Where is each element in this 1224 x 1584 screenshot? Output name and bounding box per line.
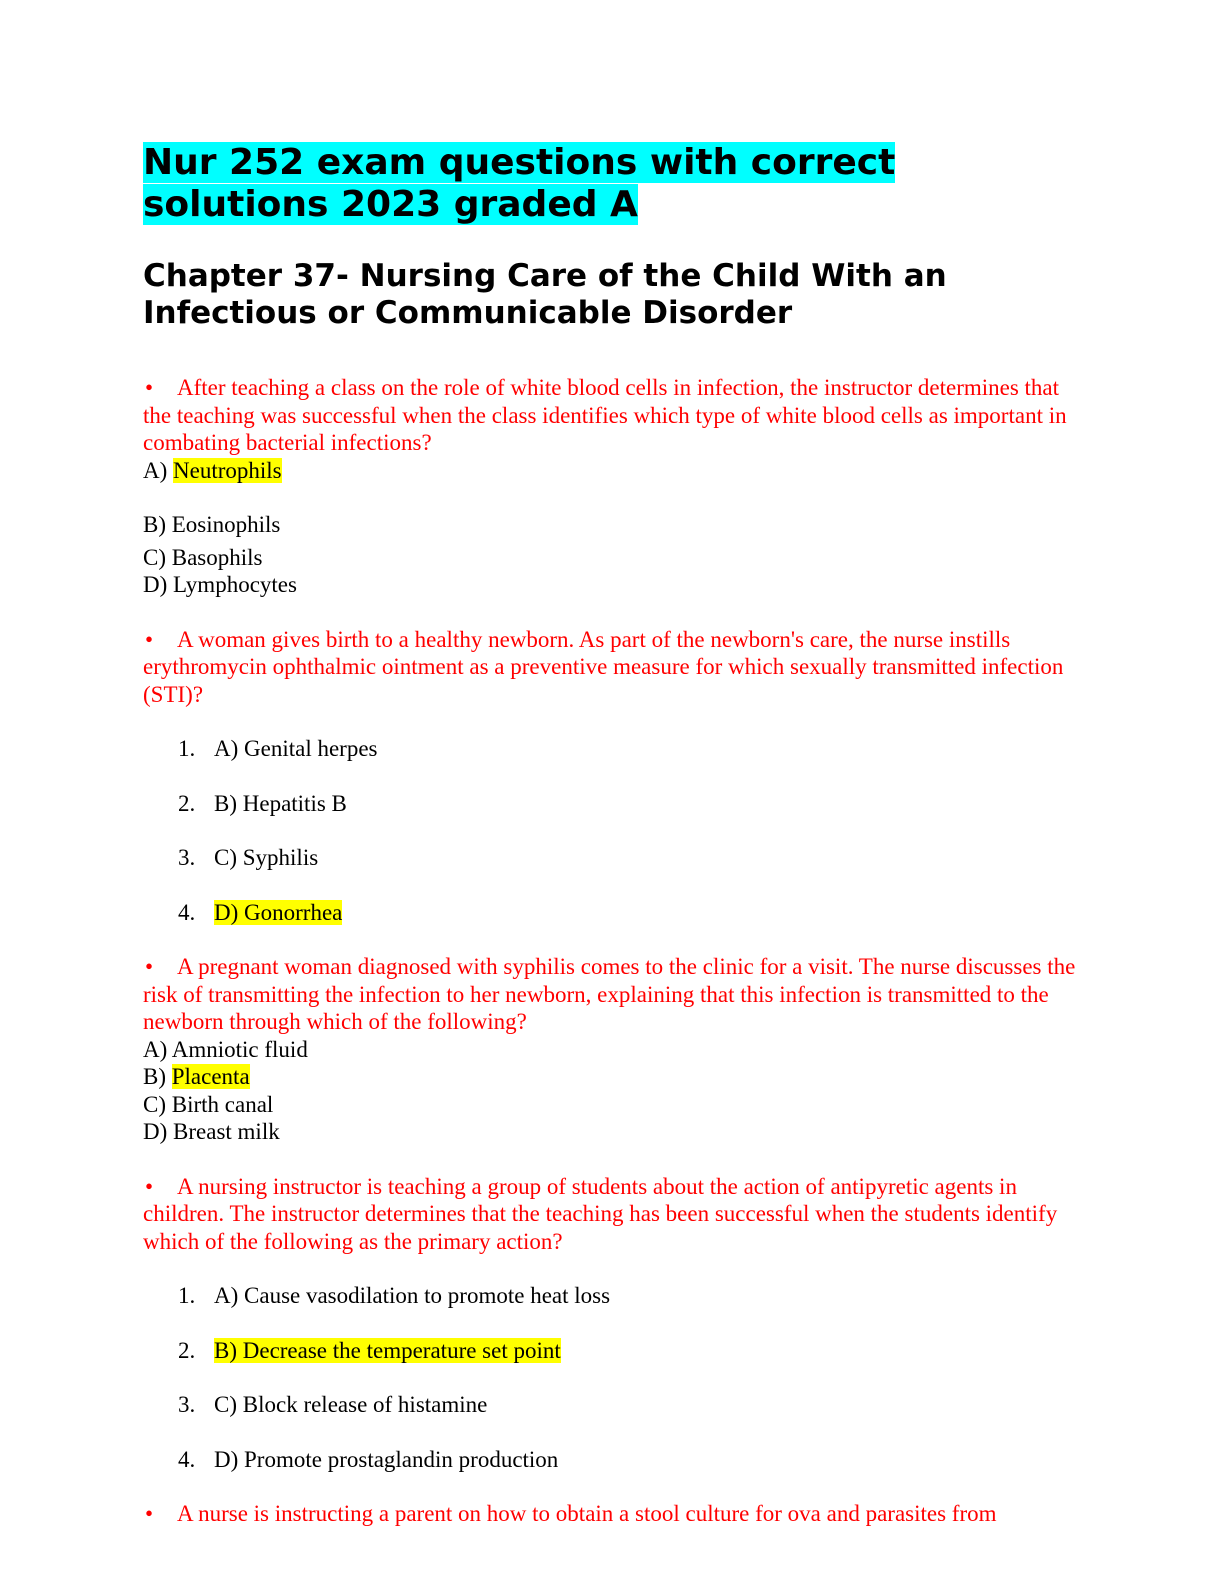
q4-option-1: 1. A) Cause vasodilation to promote heat loss [178, 1283, 611, 1308]
question-3-text: A pregnant woman diagnosed with syphilis comes to the clinic for a visit. The nurse discusses the risk of transmitting the infection to her newborn, explaining that this infection is transmitted to the newborn through which of the following? [143, 954, 1076, 1034]
document-title [143, 142, 1083, 226]
question-4-text: A nursing instructor is teaching a group of students about the action of antipyretic agents in children. The instructor determines that the teaching has been successful when the students identify which of the following as the primary action? [143, 1173, 1058, 1254]
question-1 [143, 374, 1083, 457]
question-5-text: A nurse is instructing a parent on how to obtain a stool culture for ova and parasites from [177, 1501, 997, 1526]
q1-correct-answer: Neutrophils [173, 457, 282, 483]
question-4 [143, 1173, 1083, 1256]
title-highlight: Nur 252 exam questions with correct solutions 2023 graded A [143, 142, 896, 225]
bullet-icon: • [145, 1173, 154, 1199]
q2-option-1: 1. A) Genital herpes [178, 736, 378, 761]
question-2 [143, 626, 1083, 709]
q2-option-4: 4. D) Gonorrhea [178, 899, 343, 925]
bullet-icon: • [145, 375, 154, 400]
q4-option-2: 2. B) Decrease the temperature set point [178, 1337, 561, 1363]
q2-correct-answer: D) Gonorrhea [214, 899, 343, 925]
q2-option-3: 3. C) Syphilis [178, 845, 319, 870]
q1-option-a: A) Neutrophils [143, 457, 282, 483]
question-5 [143, 1500, 1083, 1528]
bullet-icon: • [145, 1501, 154, 1526]
q1-option-d: D) Lymphocytes [143, 572, 297, 597]
bullet-icon: • [145, 626, 154, 652]
q1-option-c: C) Basophils [143, 544, 263, 570]
question-2-text: A woman gives birth to a healthy newborn. As part of the newborn's care, the nurse instills erythromycin ophthalmic ointment as a preventive measure for which sexually transmitted infection (STI)? [143, 626, 1064, 707]
q4-option-3: 3. C) Block release of histamine [178, 1392, 488, 1417]
chapter-heading: Chapter 37- Nursing Care of the Child With an Infectious or Communicable Disorder [143, 258, 947, 331]
q3-option-b: B) Placenta [143, 1064, 250, 1089]
document-page [143, 142, 1083, 1528]
q1-option-b: B) Eosinophils [143, 512, 281, 537]
q3-option-c: C) Birth canal [143, 1091, 274, 1117]
question-3 [143, 953, 1083, 1036]
q2-option-2: 2. B) Hepatitis B [178, 790, 347, 816]
question-1-text: After teaching a class on the role of white blood cells in infection, the instructor determines that the teaching was successful when the class identifies which type of white blood cells as important in combating bacterial infections? [143, 375, 1067, 455]
q4-option-4: 4. D) Promote prostaglandin production [178, 1446, 559, 1472]
q3-option-d: D) Breast milk [143, 1119, 280, 1144]
bullet-icon: • [145, 954, 154, 979]
q4-correct-answer: B) Decrease the temperature set point [214, 1337, 561, 1363]
q3-option-a: A) Amniotic fluid [143, 1036, 308, 1062]
q3-correct-answer: Placenta [171, 1064, 250, 1089]
